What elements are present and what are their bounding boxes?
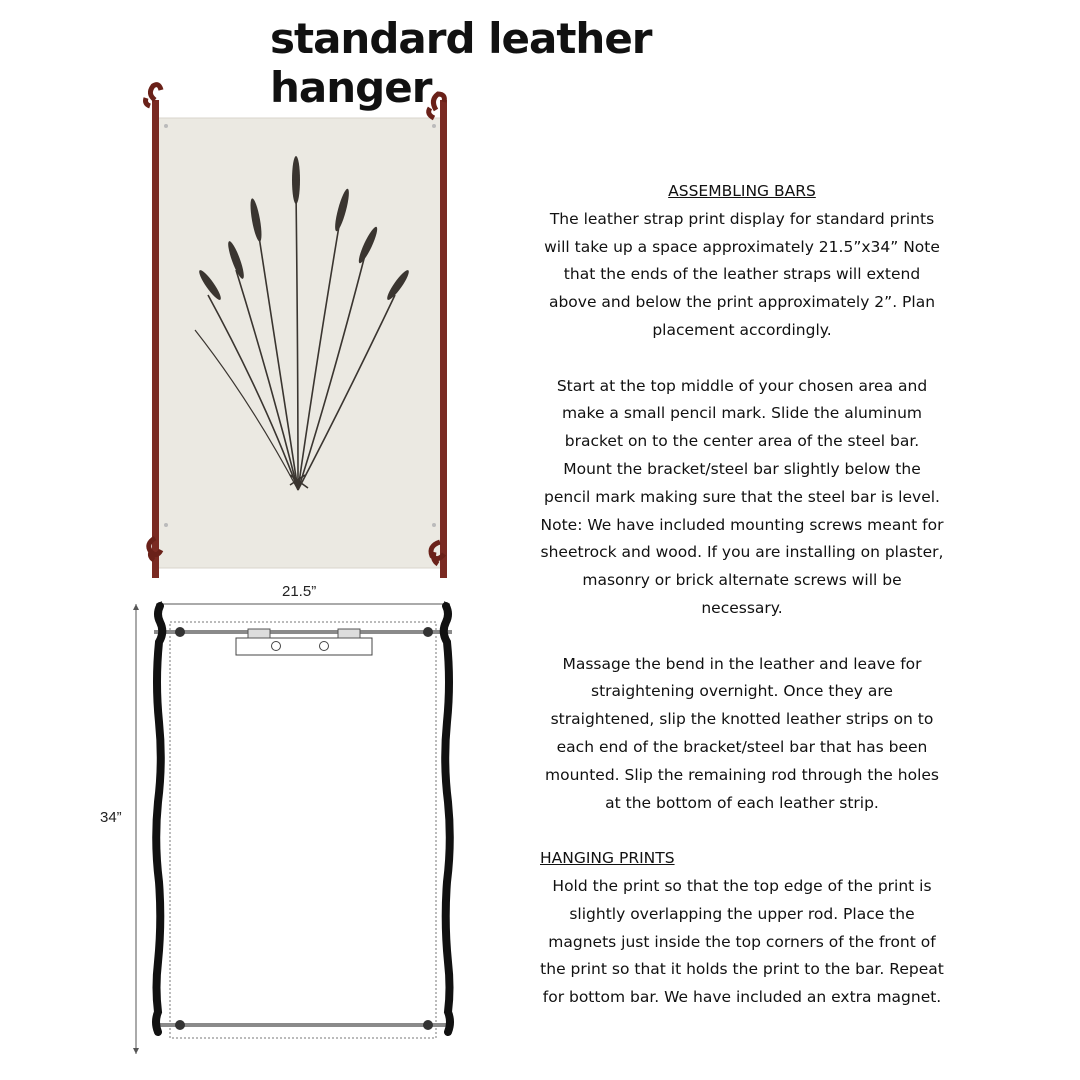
dimension-diagram <box>90 582 470 1072</box>
hanging-paragraph-1: Hold the print so that the top edge of the print is slightly overlapping the upper rod. Place the magnets just inside the top corners of the front of the print so that it holds the print to the bar. Repeat for bottom bar. We have included an extra magnet. <box>540 876 944 1007</box>
strap-right <box>444 606 450 1032</box>
print-outline <box>170 622 436 1038</box>
assembling-heading: ASSEMBLING BARS <box>668 182 816 200</box>
page-title: standard leather hanger <box>270 14 652 112</box>
assembling-paragraph-3: Massage the bend in the leather and leave for straightening overnight. Once they are straightened, slip the knotted leather strips on to each end of the bracket/steel bar that has been mounted. Slip the remaining rod through the holes at the bottom of each leather strip. <box>544 654 939 812</box>
leather-strap-left <box>146 85 162 578</box>
width-dimension <box>156 583 450 607</box>
print-paper <box>158 118 444 568</box>
height-label: 34” <box>100 809 122 826</box>
width-label: 21.5” <box>282 583 317 600</box>
hanging-heading: HANGING PRINTS <box>540 849 675 868</box>
instructions <box>540 178 944 1012</box>
strap-left <box>156 606 162 1032</box>
assembling-paragraph-2: Start at the top middle of your chosen area and make a small pencil mark. Slide the aluminum bracket on to the center area of the steel bar. Mount the bracket/steel bar slightly below the pencil mark making sure that the steel bar is level. Note: We have included mounting screws meant for sheetrock and wood. If you are installing on plaster, masonry or brick alternate screws will be necessary. <box>540 376 944 617</box>
print-photo <box>140 80 460 585</box>
height-dimension <box>100 604 139 1054</box>
assembling-paragraph-1: The leather strap print display for standard prints will take up a space approximately 21.5”x34” Note that the ends of the leather straps will extend above and below the print approximately 2”. Plan placement accordingly. <box>544 209 940 339</box>
